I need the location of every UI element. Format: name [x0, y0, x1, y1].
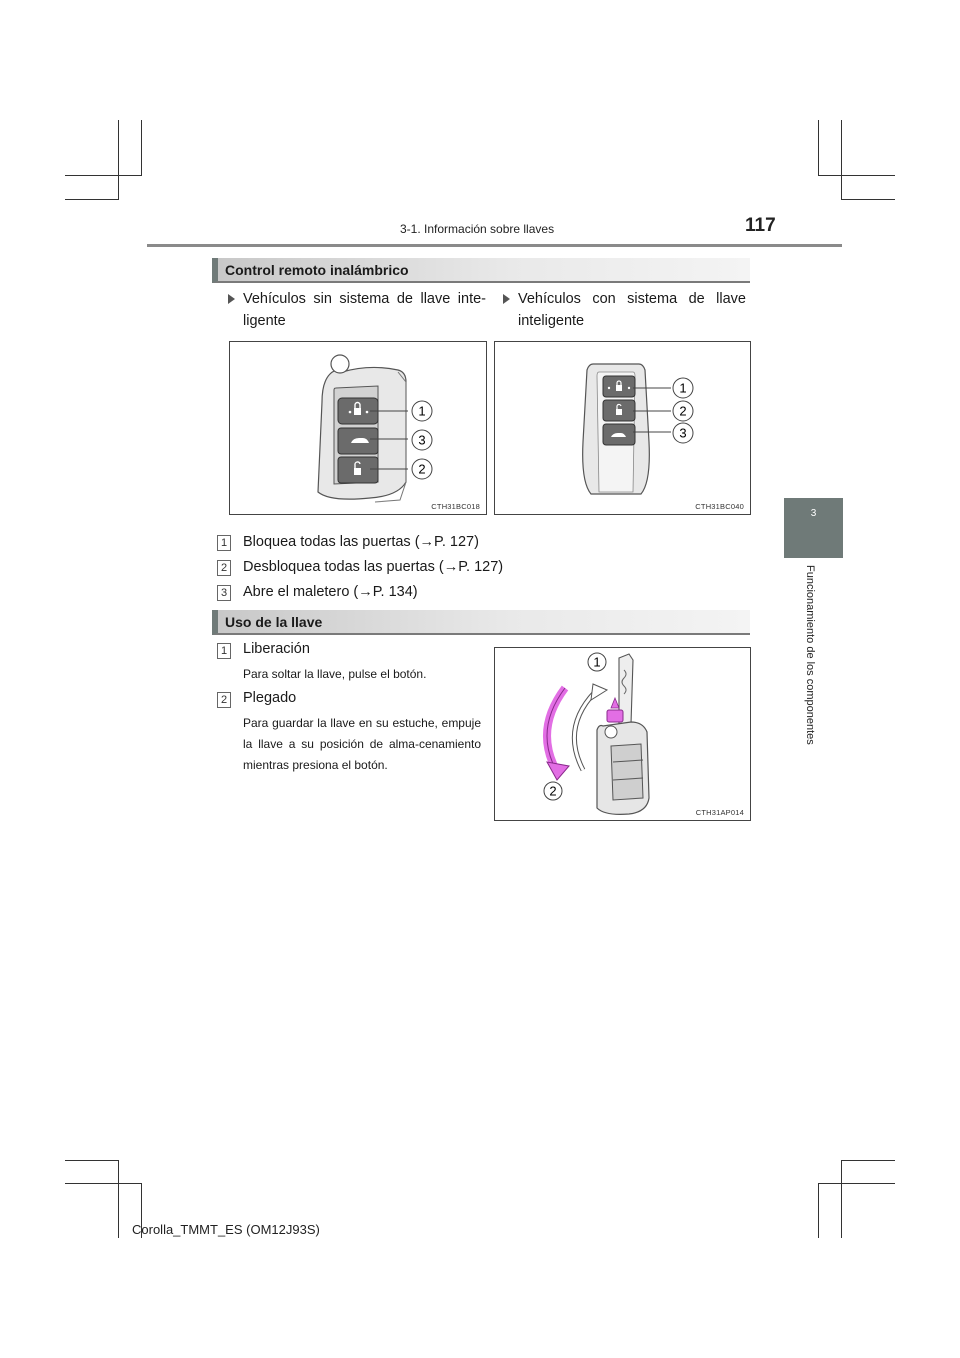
- figure-smart-key: [494, 341, 751, 515]
- item-number: 2: [217, 560, 231, 576]
- chapter-label: Funcionamiento de los componentes: [804, 565, 816, 745]
- list-item: Abre el maletero (→P. 134): [243, 584, 418, 600]
- list-item: Desbloquea todas las puertas (→P. 127): [243, 559, 504, 575]
- chapter-number: 3: [810, 508, 817, 519]
- variant-label-left: Vehículos sin sistema de llave inte-ligente: [243, 288, 486, 332]
- item-number: 2: [217, 692, 231, 708]
- item-number: 1: [217, 535, 231, 551]
- section-title-bar: [212, 610, 750, 635]
- triangle-bullet-icon: [503, 294, 510, 304]
- callout-label: 2: [679, 403, 687, 419]
- figure-code: CTH31BC040: [695, 502, 744, 511]
- callout-label: 1: [418, 403, 426, 419]
- smart-key-illustration: [495, 342, 750, 514]
- item-description: Para soltar la llave, pulse el botón.: [243, 667, 427, 681]
- key-usage-illustration: [495, 648, 750, 820]
- section-title-bar: [212, 258, 750, 283]
- callout-label: 2: [418, 461, 426, 477]
- section-title: Control remoto inalámbrico: [225, 262, 409, 278]
- footer-doc-id: Corolla_TMMT_ES (OM12J93S): [132, 1222, 320, 1237]
- header-rule: [147, 244, 842, 247]
- figure-code: CTH31BC018: [431, 502, 480, 511]
- page-number: 117: [745, 215, 776, 236]
- callout-label: 1: [593, 654, 601, 670]
- item-number: 1: [217, 643, 231, 659]
- callout-label: 3: [418, 432, 426, 448]
- figure-key-usage: [494, 647, 751, 821]
- section-title: Uso de la llave: [225, 614, 323, 630]
- flip-key-illustration: [230, 342, 486, 514]
- chapter-tab: [784, 498, 843, 558]
- list-item: Bloquea todas las puertas (→P. 127): [243, 534, 479, 550]
- callout-label: 2: [549, 783, 557, 799]
- item-title: Plegado: [243, 690, 297, 706]
- variant-label-right: Vehículos con sistema de llave inteligente: [518, 288, 746, 332]
- item-description: Para guardar la llave en su estuche, empuje la llave a su posición de alma-cenamiento mientras presiona el botón.: [243, 716, 481, 772]
- item-title: Liberación: [243, 641, 310, 657]
- callout-label: 1: [679, 380, 687, 396]
- section-header: 3-1. Información sobre llaves: [400, 222, 555, 236]
- figure-code: CTH31AP014: [695, 808, 744, 817]
- callout-label: 3: [679, 425, 687, 441]
- figure-flip-key: [229, 341, 487, 515]
- triangle-bullet-icon: [228, 294, 235, 304]
- item-number: 3: [217, 585, 231, 601]
